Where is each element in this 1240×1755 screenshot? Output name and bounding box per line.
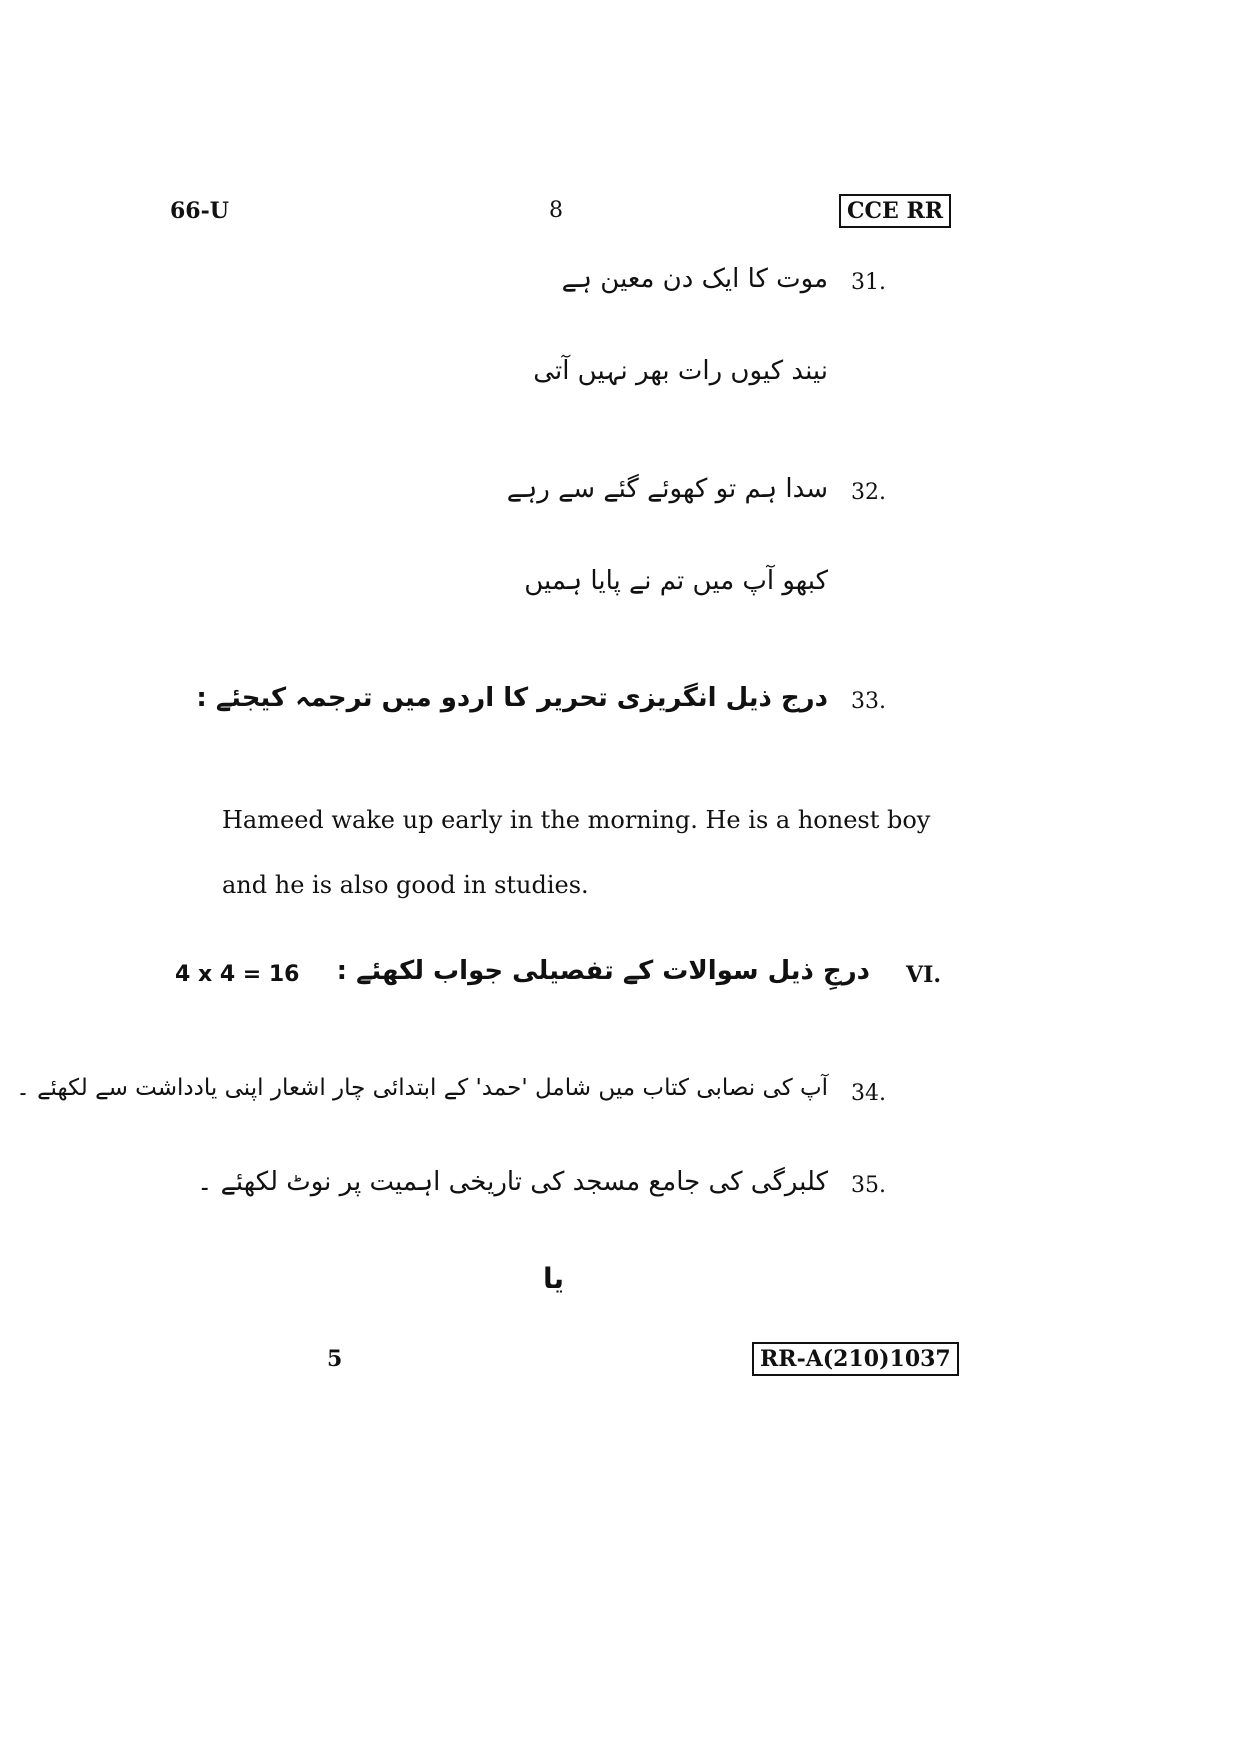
translation-line2: and he is also good in studies. — [222, 871, 589, 899]
question-31-line2: نیند کیوں رات بھر نہیں آتی — [533, 356, 828, 386]
footer-code: RR-A(210)1037 — [752, 1342, 959, 1376]
translation-line1: Hameed wake up early in the morning. He is a honest boy — [222, 806, 931, 834]
section-vi-instruction: درجِ ذیل سوالات کے تفصیلی جواب لکھئے : — [336, 956, 870, 986]
question-32-line2: کبھو آپ میں تم نے پایا ہمیں — [524, 566, 828, 596]
cce-rr-badge: CCE RR — [839, 194, 951, 228]
question-31-number: 31. — [851, 270, 886, 295]
or-label: یا — [543, 1262, 565, 1295]
question-32-line1: سدا ہم تو کھوئے گئے سے رہے — [506, 474, 828, 504]
question-34-number: 34. — [851, 1081, 886, 1106]
question-34-text: آپ کی نصابی کتاب میں شامل 'حمد' کے ابتدائی چار اشعار اپنی یادداشت سے لکھئے ۔ — [16, 1075, 828, 1101]
question-33-text: درج ذیل انگریزی تحریر کا اردو میں ترجمہ کیجئے : — [196, 683, 828, 713]
question-31-line1: موت کا ایک دن معین ہے — [561, 264, 828, 294]
question-35-number: 35. — [851, 1173, 886, 1198]
question-35-text: کلبرگی کی جامع مسجد کی تاریخی اہمیت پر نوٹ لکھئے ۔ — [197, 1167, 828, 1197]
question-32-number: 32. — [851, 480, 886, 505]
question-33-number: 33. — [851, 689, 886, 714]
page-number: 8 — [549, 198, 563, 223]
section-vi-marks: 4 x 4 = 16 — [175, 962, 300, 987]
paper-code: 66-U — [170, 198, 229, 224]
footer-page-number: 5 — [327, 1346, 343, 1372]
section-vi-number: VI. — [906, 962, 942, 988]
